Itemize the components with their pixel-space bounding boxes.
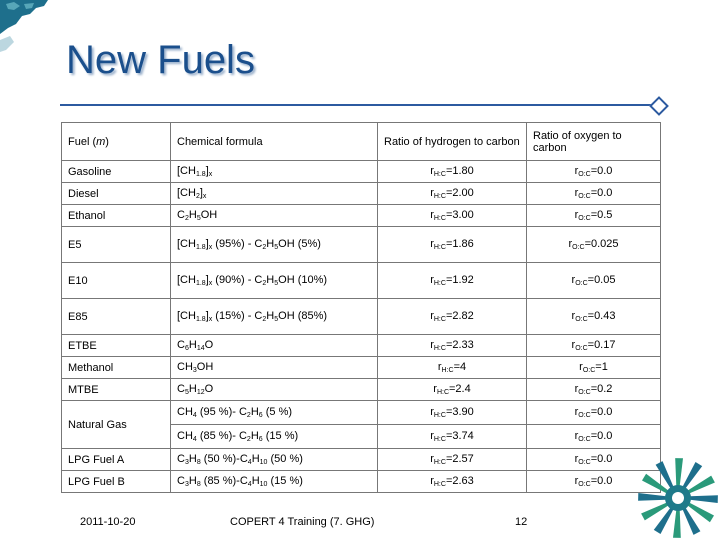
formula-cell: $C_5H_{12}O$ [171,379,378,401]
hc-ratio-cell: $r_{H:C}=2.63$ [378,471,527,493]
oc-ratio-cell: $r_{O:C}=0.0$ [527,471,661,493]
oc-ratio-cell: $r_{O:C}=0.0$ [527,183,661,205]
formula-cell: $[CH_{1.8}]_x$ $(95\%) - C_2H_5OH$ (5%) [171,227,378,263]
hc-ratio-cell: $r_{H:C}=2.33$ [378,335,527,357]
hc-ratio-cell: $r_{H:C}=2.82$ [378,299,527,335]
table-row [62,227,661,263]
hc-ratio-cell: $r_{H:C}=3.00$ [378,205,527,227]
table-row [62,335,661,357]
oc-ratio-cell: $r_{O:C}=0.2$ [527,379,661,401]
table-row [62,161,661,183]
hc-ratio-cell: $r_{H:C}=1.80$ [378,161,527,183]
oc-ratio-cell: $r_{O:C}=0.0$ [527,401,661,425]
fuel-cell: Diesel [62,183,171,205]
table-row [62,471,661,493]
footer-course-title: COPERT 4 Training (7. GHG) [230,516,375,528]
hc-ratio-cell: $r_{H:C}=2.00$ [378,183,527,205]
fuel-cell: Gasoline [62,161,171,183]
formula-cell: $CH_4$ (95 %)- $C_2H_6$ (5 %) [171,401,378,425]
table-header-row [62,123,661,161]
table-row [62,205,661,227]
footer-date: 2011-10-20 [80,516,136,528]
fuel-cell: Ethanol [62,205,171,227]
formula-cell: $C_2H_5OH$ [171,205,378,227]
hc-ratio-cell: $r_{H:C}=3.74$ [378,425,527,449]
oc-ratio-cell: $r_{O:C}=0.05$ [527,263,661,299]
fuel-cell: Natural Gas [62,401,171,449]
table-row [62,401,661,425]
hc-ratio-cell: $r_{H:C}=1.86$ [378,227,527,263]
table-row [62,183,661,205]
page-number: 12 [515,516,528,528]
table-row [62,379,661,401]
oc-ratio-cell: $r_{O:C}=0.0$ [527,161,661,183]
oc-ratio-cell: $r_{O:C}=0.5$ [527,205,661,227]
oc-ratio-cell: $r_{O:C}=0.0$ [527,425,661,449]
table-row [62,357,661,379]
formula-cell: $[CH_{1.8}]_x$ [171,161,378,183]
formula-cell: $C_3H_8$ (50 $\%)-C_4H_{10}$ (50 %) [171,449,378,471]
fuel-cell: Methanol [62,357,171,379]
fuels-table [61,122,661,493]
hc-ratio-cell: $r_{H:C}=2.57$ [378,449,527,471]
fuel-cell: E10 [62,263,171,299]
slide-title: New Fuels [66,38,255,82]
formula-cell: $[CH_2]_x$ [171,183,378,205]
fuel-cell: LPG Fuel B [62,471,171,493]
hc-ratio-cell: $r_{H:C}=2.4$ [378,379,527,401]
formula-cell: $C_3H_8$ (85 $\%)-C_4H_{10}$ (15 %) [171,471,378,493]
formula-cell: $[CH_{1.8}]_x$ $(90\%) - C_2H_5OH$ (10%) [171,263,378,299]
oc-ratio-cell: $r_{O:C}=0.17$ [527,335,661,357]
fuel-cell: E5 [62,227,171,263]
oc-ratio-cell: $r_{O:C}=0.0$ [527,449,661,471]
fuel-cell: MTBE [62,379,171,401]
table-row [62,299,661,335]
formula-cell: $C_6H_{14}O$ [171,335,378,357]
fuel-cell: ETBE [62,335,171,357]
fuel-column-header: Fuel (m) [62,123,171,161]
title-underline [60,104,660,106]
logo-gear-icon [600,420,720,540]
oc-ratio-cell: $r_{O:C}=1$ [527,357,661,379]
hc-ratio-column-header: Ratio of hydrogen to carbon [378,123,527,161]
formula-cell: $[CH_{1.8}]_x$ $(15\%) - C_2H_5OH$ (85%) [171,299,378,335]
oc-ratio-cell: $r_{O:C}=0.025$ [527,227,661,263]
diamond-ornament [649,96,669,116]
formula-column-header: Chemical formula [171,123,378,161]
table-row [62,449,661,471]
formula-cell: $CH_4$ (85 %)- $C_2H_6$ (15 %) [171,425,378,449]
fuel-cell: E85 [62,299,171,335]
oc-ratio-column-header: Ratio of oxygen to carbon [527,123,661,161]
formula-cell: $CH_3OH$ [171,357,378,379]
hc-ratio-cell: $r_{H:C}=3.90$ [378,401,527,425]
table-row [62,263,661,299]
hc-ratio-cell: $r_{H:C}=4$ [378,357,527,379]
world-map-graphic [0,0,60,60]
fuel-cell: LPG Fuel A [62,449,171,471]
hc-ratio-cell: $r_{H:C}=1.92$ [378,263,527,299]
oc-ratio-cell: $r_{O:C}=0.43$ [527,299,661,335]
